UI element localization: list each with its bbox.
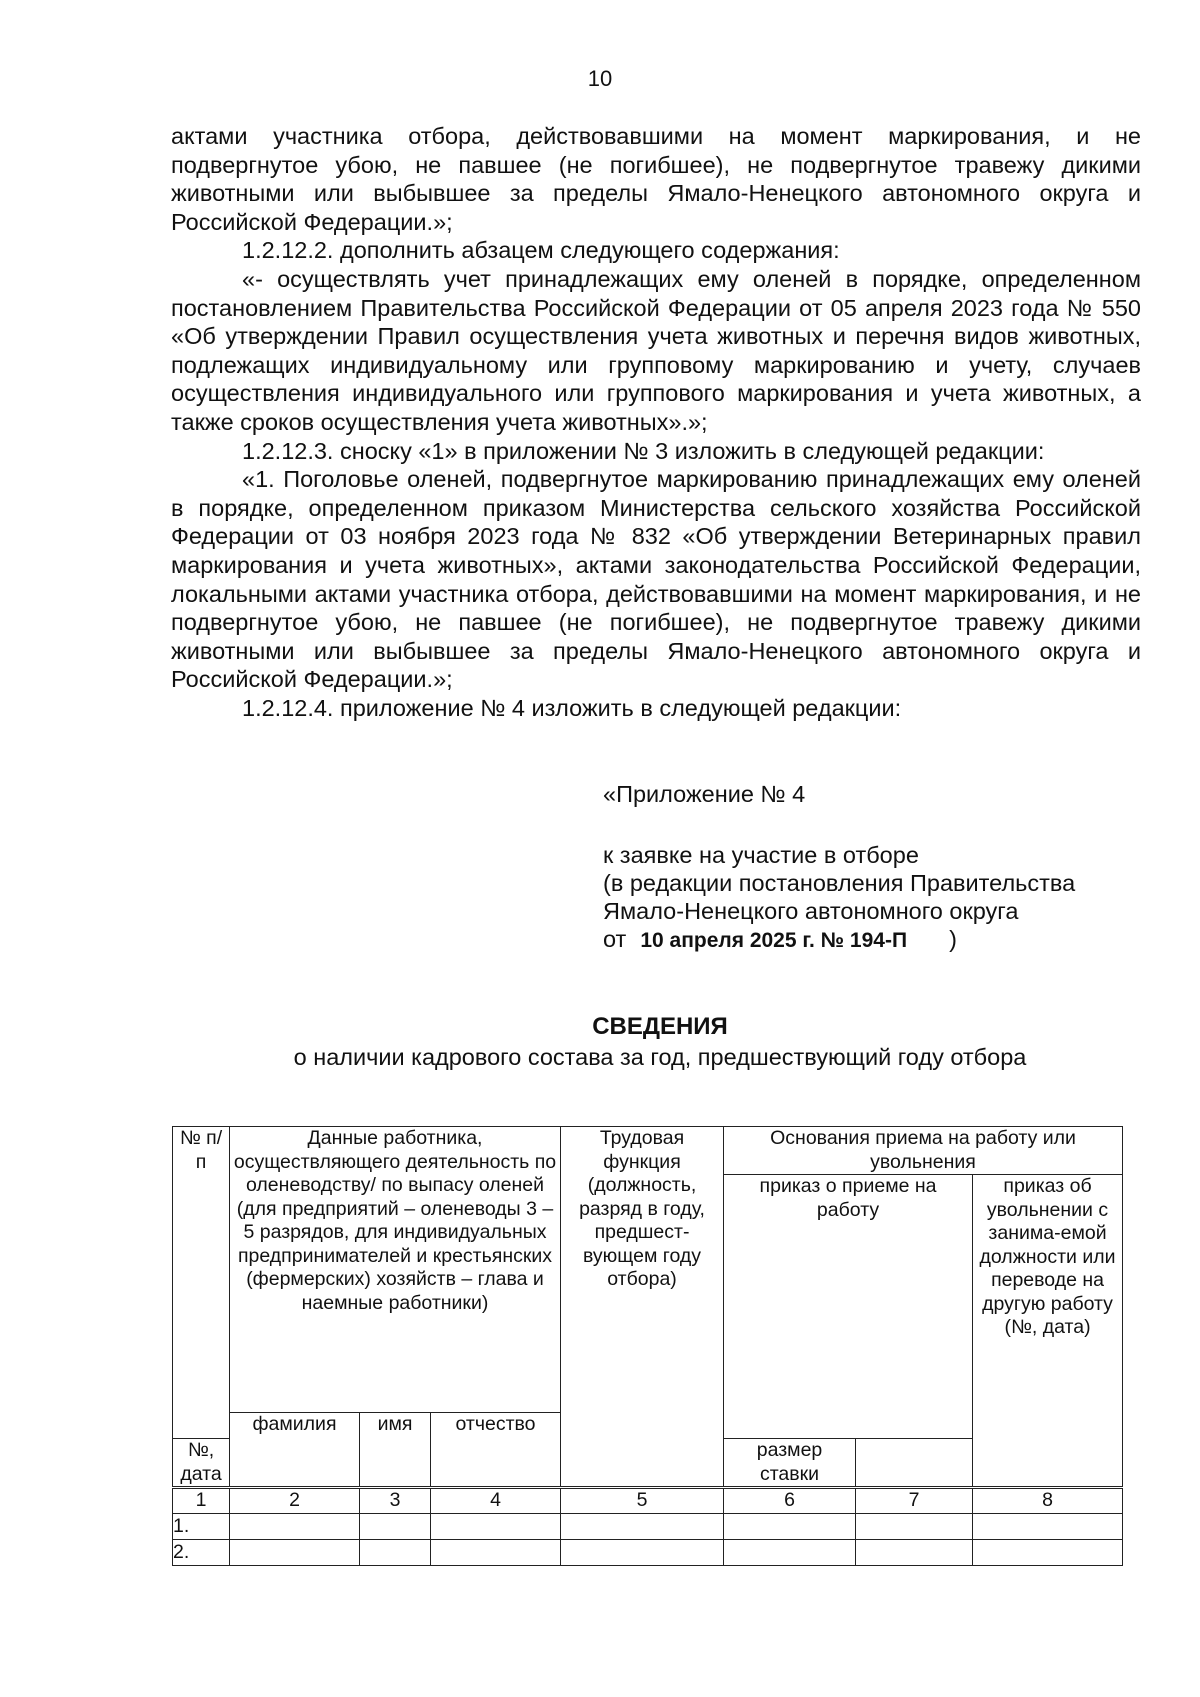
header-labor-function: Трудовая функция (должность, разряд в году, предшест-вующем году отбора) [561, 1127, 724, 1488]
header-dismissal-order: приказ об увольнении с занима-емой должности или переводе на другую работу (№, дата) [973, 1175, 1123, 1488]
table-cell [230, 1514, 360, 1540]
appendix-header [603, 780, 1075, 955]
table-cell [360, 1514, 431, 1540]
paragraph: «1. Поголовье оленей, подвергнутое маркированию принадлежащих ему оленей в порядке, определенном приказом Министерства сельского хозяйства Российской Федерации от 03 ноября 2023 года № 832 «Об утверждении Ветеринарных правил маркирования и учета животных», актами законодательства Российской Федерации, локальными актами участника отбора, действовавшими на момент маркирования, и не подвергнутое убою, не павшее (не погибшее), не подвергнутое травежу дикими животными или выбывшее за пределы Ямало-Ненецкого автономного округа и Российской Федерации.»; [171, 466, 1141, 693]
paragraph: 1.2.12.4. приложение № 4 изложить в следующей редакции: [242, 694, 902, 721]
column-number: 3 [360, 1488, 431, 1514]
table-row [173, 1540, 1123, 1566]
header-hire-order: приказ о приеме на работу [724, 1175, 973, 1439]
appendix-date-line [603, 925, 1075, 955]
document-title: СВЕДЕНИЯ [592, 1013, 728, 1040]
header-basis: Основания приема на работу или увольнения [724, 1127, 1123, 1175]
table-cell [724, 1540, 856, 1566]
table-cell [973, 1540, 1123, 1566]
table-row [173, 1514, 1123, 1540]
paragraph: 1.2.12.2. дополнить абзацем следующего содержания: [242, 237, 840, 264]
header-surname: фамилия [230, 1413, 360, 1488]
header-name: имя [360, 1413, 431, 1488]
column-number: 1 [173, 1488, 230, 1514]
table-cell [561, 1540, 724, 1566]
table-cell [431, 1514, 561, 1540]
appendix-line: (в редакции постановления Правительства [603, 870, 1076, 896]
appendix-line: Ямало-Ненецкого автономного округа [603, 898, 1019, 924]
row-number: 2. [173, 1540, 230, 1566]
column-number: 6 [724, 1488, 856, 1514]
table-cell [856, 1540, 973, 1566]
table-cell [360, 1540, 431, 1566]
table-cell [561, 1514, 724, 1540]
column-number: 2 [230, 1488, 360, 1514]
column-number: 5 [561, 1488, 724, 1514]
column-number: 7 [856, 1488, 973, 1514]
resolution-date: 10 апреля 2025 г. № 194-П [640, 929, 908, 952]
column-number: 4 [431, 1488, 561, 1514]
paragraph: актами участника отбора, действовавшими на момент маркирования, и не подвергнутое убою, не павшее (не погибшее), не подвергнутое травежу дикими животными или выбывшее за пределы Ямало-Ненецкого автономного округа и Российской Федерации.»; [171, 123, 1141, 235]
table-cell [230, 1540, 360, 1566]
from-label: от [603, 926, 627, 952]
header-patronymic: отчество [431, 1413, 561, 1488]
paragraph: «- осуществлять учет принадлежащих ему оленей в порядке, определенном постановлением Правительства Российской Федерации от 05 апреля 2023 года № 550 «Об утверждении Правил осуществления учета животных и перечня видов животных, подлежащих индивидуальному или групповому маркированию и учету, случаев осуществления индивидуального или группового маркирования и учета животных, а также сроков осуществления учета животных».»; [171, 265, 1141, 435]
table-cell [856, 1514, 973, 1540]
appendix-line: к заявке на участие в отборе [603, 842, 919, 868]
table-cell [431, 1540, 561, 1566]
column-numbers-row [173, 1488, 1123, 1514]
row-number: 1. [173, 1514, 230, 1540]
close-paren: ) [949, 926, 957, 952]
header-employee: Данные работника, осуществляющего деятельность по оленеводству/ по выпасу оленей (для предприятий – оленеводы 3 – 5 разрядов, для индивидуальных предпринимателей и крестьянских (фермерских) хозяйств – глава и наемные работники) [230, 1127, 561, 1413]
body-text [171, 122, 1141, 722]
column-number: 8 [973, 1488, 1123, 1514]
header-rate-size: размер ставки [724, 1439, 856, 1488]
document-subtitle: о наличии кадрового состава за год, предшествующий году отбора [293, 1044, 1027, 1070]
staff-table [172, 1126, 1123, 1566]
header-num: № п/п [173, 1127, 230, 1439]
header-number-date: №, дата [173, 1439, 230, 1488]
table-cell [973, 1514, 1123, 1540]
paragraph: 1.2.12.3. сноску «1» в приложении № 3 изложить в следующей редакции: [242, 437, 1045, 464]
appendix-title: «Приложение № 4 [603, 781, 806, 807]
table-cell [724, 1514, 856, 1540]
page-number: 10 [587, 66, 613, 91]
